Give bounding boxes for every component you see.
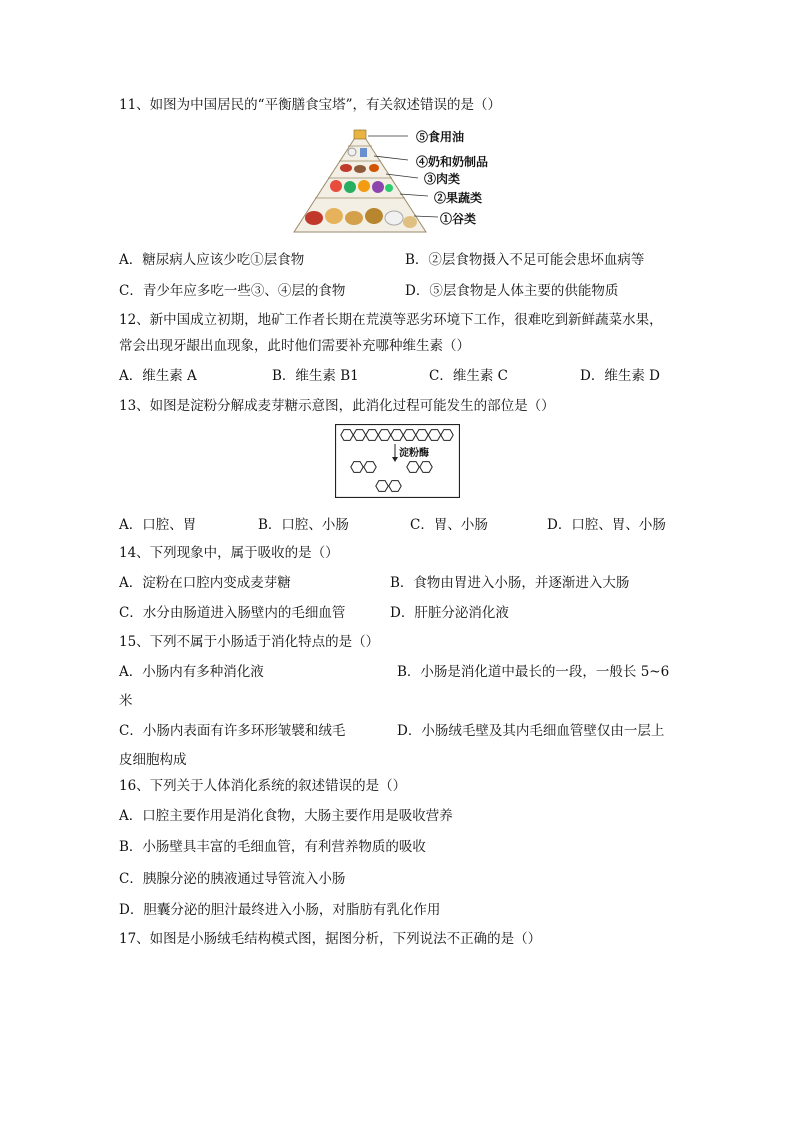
pyramid-label-meat: ③肉类 <box>424 172 461 186</box>
q14-option-a[interactable]: A．淀粉在口腔内变成麦芽糖 <box>119 575 291 591</box>
food-pyramid-figure <box>290 126 510 234</box>
q15-option-b-line2[interactable]: 米 <box>119 693 133 709</box>
q15-option-c[interactable]: C．小肠内表面有许多环形皱襞和绒毛 <box>119 723 346 739</box>
pyramid-label-grains: ①谷类 <box>440 212 477 226</box>
starch-maltose-diagram <box>335 424 460 498</box>
question-11-stem: 11、如图为中国居民的“平衡膳食宝塔”，有关叙述错误的是（） <box>119 97 501 113</box>
q15-option-b-line1[interactable]: B．小肠是消化道中最长的一段，一般长 5~6 <box>397 664 670 680</box>
amylase-label: 淀粉酶 <box>399 448 429 459</box>
q16-option-d[interactable]: D．胆囊分泌的胆汁最终进入小肠，对脂肪有乳化作用 <box>119 902 441 918</box>
q12-option-c[interactable]: C．维生素 C <box>429 368 508 384</box>
q16-option-b[interactable]: B．小肠壁具丰富的毛细血管，有利营养物质的吸收 <box>119 839 426 855</box>
q14-option-c[interactable]: C．水分由肠道进入肠壁内的毛细血管 <box>119 605 346 621</box>
q14-option-d[interactable]: D．肝脏分泌消化液 <box>390 605 509 621</box>
q16-option-a[interactable]: A．口腔主要作用是消化食物，大肠主要作用是吸收营养 <box>119 808 453 824</box>
q13-option-b[interactable]: B．口腔、小肠 <box>258 517 349 533</box>
question-15-stem: 15、下列不属于小肠适于消化特点的是（） <box>119 634 380 650</box>
food-pyramid-illustration <box>290 126 510 234</box>
q13-option-d[interactable]: D．口腔、胃、小肠 <box>547 517 666 533</box>
question-13-stem: 13、如图是淀粉分解成麦芽糖示意图，此消化过程可能发生的部位是（） <box>119 398 555 414</box>
q14-option-b[interactable]: B．食物由胃进入小肠，并逐渐进入大肠 <box>390 575 630 591</box>
q11-option-d[interactable]: D．⑤层食物是人体主要的供能物质 <box>405 283 619 299</box>
starch-digestion-figure <box>335 424 460 498</box>
q12-option-b[interactable]: B．维生素 B1 <box>272 368 359 384</box>
question-17-stem: 17、如图是小肠绒毛结构模式图，据图分析，下列说法不正确的是（） <box>119 931 542 947</box>
question-12-stem-line2: 常会出现牙龈出血现象，此时他们需要补充哪种维生素（） <box>119 338 470 354</box>
q12-option-a[interactable]: A．维生素 A <box>119 368 197 384</box>
q13-option-c[interactable]: C．胃、小肠 <box>410 517 488 533</box>
q11-option-c[interactable]: C．青少年应多吃一些③、④层的食物 <box>119 283 346 299</box>
q15-option-a[interactable]: A．小肠内有多种消化液 <box>119 664 264 680</box>
q11-option-a[interactable]: A．糖尿病人应该少吃①层食物 <box>119 252 305 268</box>
q13-option-a[interactable]: A．口腔、胃 <box>119 517 197 533</box>
q11-option-b[interactable]: B．②层食物摄入不足可能会患坏血病等 <box>405 252 645 268</box>
q12-option-d[interactable]: D．维生素 D <box>580 368 660 384</box>
q15-option-d-line2[interactable]: 皮细胞构成 <box>119 752 187 768</box>
pyramid-label-dairy: ④奶和奶制品 <box>416 155 489 169</box>
question-12-stem-line1: 12、新中国成立初期，地矿工作者长期在荒漠等恶劣环境下工作，很难吃到新鲜蔬菜水果， <box>119 312 663 328</box>
question-14-stem: 14、下列现象中，属于吸收的是（） <box>119 545 339 561</box>
q16-option-c[interactable]: C．胰腺分泌的胰液通过导管流入小肠 <box>119 871 346 887</box>
question-16-stem: 16、下列关于人体消化系统的叙述错误的是（） <box>119 778 407 794</box>
pyramid-label-fruit-veg: ②果蔬类 <box>434 191 483 205</box>
pyramid-label-oil: ⑤食用油 <box>416 130 465 144</box>
q15-option-d-line1[interactable]: D．小肠绒毛壁及其内毛细血管壁仅由一层上 <box>397 723 665 739</box>
